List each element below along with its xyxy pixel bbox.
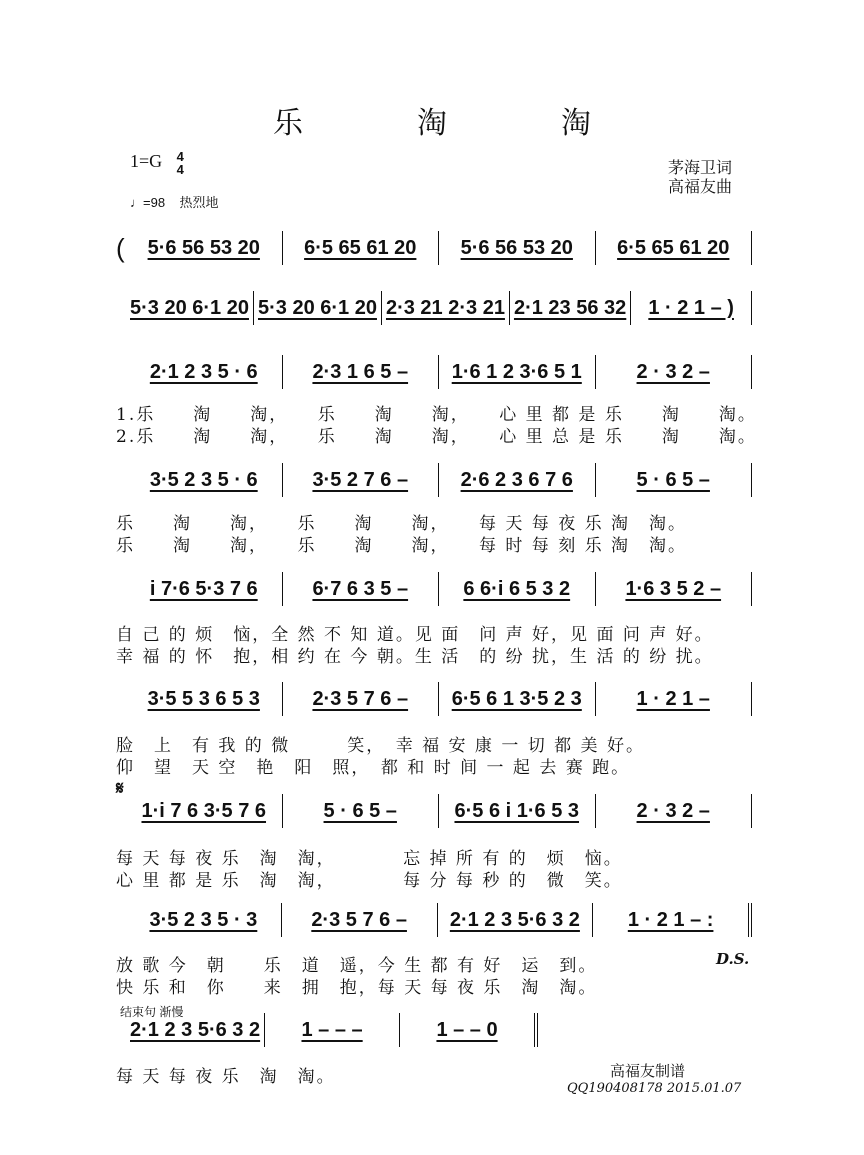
lyricist: 茅海卫词 xyxy=(668,158,733,177)
measure: 6 6·i 6 5 3 2 xyxy=(439,572,596,606)
measure: 5·3 20 6·1 20 xyxy=(254,291,382,325)
measure: i 7·6 5·3 7 6 xyxy=(126,572,283,606)
dal-segno: D.S. xyxy=(716,950,750,968)
lyric-line: 每 天 每 夜 乐 淘 淘， 忘 掉 所 有 的 烦 恼。 xyxy=(116,849,623,869)
measure: 2·3 5 7 6 – xyxy=(282,903,438,937)
lyric-line: 1.乐 淘 淘， 乐 淘 淘， 心 里 都 是 乐 淘 淘。 xyxy=(116,405,757,425)
measure: 2·1 23 56 32 xyxy=(510,291,631,325)
measure: 2 · 3 2 – xyxy=(596,355,753,389)
measure: 2·1 2 3 5·6 3 2 xyxy=(438,903,594,937)
lyric-line: 快 乐 和 你 来 拥 抱，每 天 每 夜 乐 淘 淘。 xyxy=(116,978,598,998)
system-prefix: ( xyxy=(116,232,125,263)
measure: 5·6 56 53 20 xyxy=(126,231,283,265)
lyric-line: 每 天 每 夜 乐 淘 淘。 xyxy=(116,1067,336,1087)
lyric-line: 放 歌 今 朝 乐 道 遥，今 生 都 有 好 运 到。 xyxy=(116,956,598,976)
measure: 2·6 2 3 6 7 6 xyxy=(439,463,596,497)
tempo xyxy=(130,192,219,211)
measure: 6·5 65 61 20 xyxy=(596,231,753,265)
measure: 6·5 6 1 3·5 2 3 xyxy=(439,682,596,716)
measure: 2·3 5 7 6 – xyxy=(283,682,440,716)
lyric-line: 心 里 都 是 乐 淘 淘， 每 分 每 秒 的 微 笑。 xyxy=(116,871,623,891)
key-signature xyxy=(130,150,184,176)
key: 1=G xyxy=(130,151,163,172)
measure: 6·5 6 i 1·6 5 3 xyxy=(439,794,596,828)
notation-system xyxy=(116,572,752,606)
time-signature xyxy=(177,150,184,176)
contact-date: QQ190408178 2015.01.07 xyxy=(567,1081,742,1096)
credits xyxy=(668,158,732,196)
lyric-line: 乐 淘 淘， 乐 淘 淘， 每 天 每 夜 乐 淘 淘。 xyxy=(116,514,688,534)
lyric-line: 2.乐 淘 淘， 乐 淘 淘， 心 里 总 是 乐 淘 淘。 xyxy=(116,427,757,447)
notation-system xyxy=(116,231,752,265)
lyric-line: 乐 淘 淘， 乐 淘 淘， 每 时 每 刻 乐 淘 淘。 xyxy=(116,536,688,556)
measure: 1 · 2 1 – xyxy=(596,682,753,716)
tempo-mark: ♩=98 xyxy=(130,195,166,210)
measure: 1·i 7 6 3·5 7 6 xyxy=(126,794,283,828)
notation-system xyxy=(116,463,752,497)
song-title: 乐 淘 淘 xyxy=(273,106,633,141)
measure: 6·7 6 3 5 – xyxy=(283,572,440,606)
lyric-line: 自 己 的 烦 恼，全 然 不 知 道。见 面 问 声 好，见 面 问 声 好。 xyxy=(116,625,714,645)
measure: 1 – – – xyxy=(265,1013,400,1047)
notation-system xyxy=(116,682,752,716)
measure: 1·6 3 5 2 – xyxy=(596,572,753,606)
segno-sign: 𝄋 xyxy=(116,778,124,799)
measure: 1·6 1 2 3·6 5 1 xyxy=(439,355,596,389)
measure: 5·6 56 53 20 xyxy=(439,231,596,265)
measure: 5 · 6 5 – xyxy=(596,463,753,497)
measure: 6·5 65 61 20 xyxy=(283,231,440,265)
measure: 2·3 1 6 5 – xyxy=(283,355,440,389)
measure: 2·1 2 3 5 · 6 xyxy=(126,355,283,389)
measure: 2·1 2 3 5·6 3 2 xyxy=(126,1013,265,1047)
notation-system xyxy=(116,291,752,325)
notation-system xyxy=(116,355,752,389)
measure: 2 · 3 2 – xyxy=(596,794,753,828)
measure: 2·3 21 2·3 21 xyxy=(382,291,510,325)
measure: 1 · 2 1 – : xyxy=(593,903,752,937)
measure: 5·3 20 6·1 20 xyxy=(126,291,254,325)
arranger: 高福友制谱 xyxy=(610,1062,686,1080)
measure: 3·5 2 3 5 · 3 xyxy=(126,903,282,937)
ts-top: 4 xyxy=(176,149,184,164)
measure: 5 · 6 5 – xyxy=(283,794,440,828)
notation-system xyxy=(116,794,752,828)
lyric-line: 仰 望 天 空 艳 阳 照， 都 和 时 间 一 起 去 赛 跑。 xyxy=(116,758,631,778)
composer: 高福友曲 xyxy=(668,177,733,196)
measure: 3·5 5 3 6 5 3 xyxy=(126,682,283,716)
notation-system xyxy=(116,1013,538,1047)
measure: 1 – – 0 xyxy=(400,1013,538,1047)
measure: 1 · 2 1 – ) xyxy=(631,291,752,325)
lyric-line: 脸 上 有 我 的 微 笑， 幸 福 安 康 一 切 都 美 好。 xyxy=(116,736,645,756)
lyric-line: 幸 福 的 怀 抱，相 约 在 今 朝。生 活 的 纷 扰，生 活 的 纷 扰。 xyxy=(116,647,714,667)
measure: 3·5 2 3 5 · 6 xyxy=(126,463,283,497)
ending-label: 结束句 渐慢 xyxy=(120,1005,184,1019)
expression: 热烈地 xyxy=(179,195,219,210)
ts-bottom: 4 xyxy=(176,162,184,177)
measure: 3·5 2 7 6 – xyxy=(283,463,440,497)
notation-system xyxy=(116,903,752,937)
